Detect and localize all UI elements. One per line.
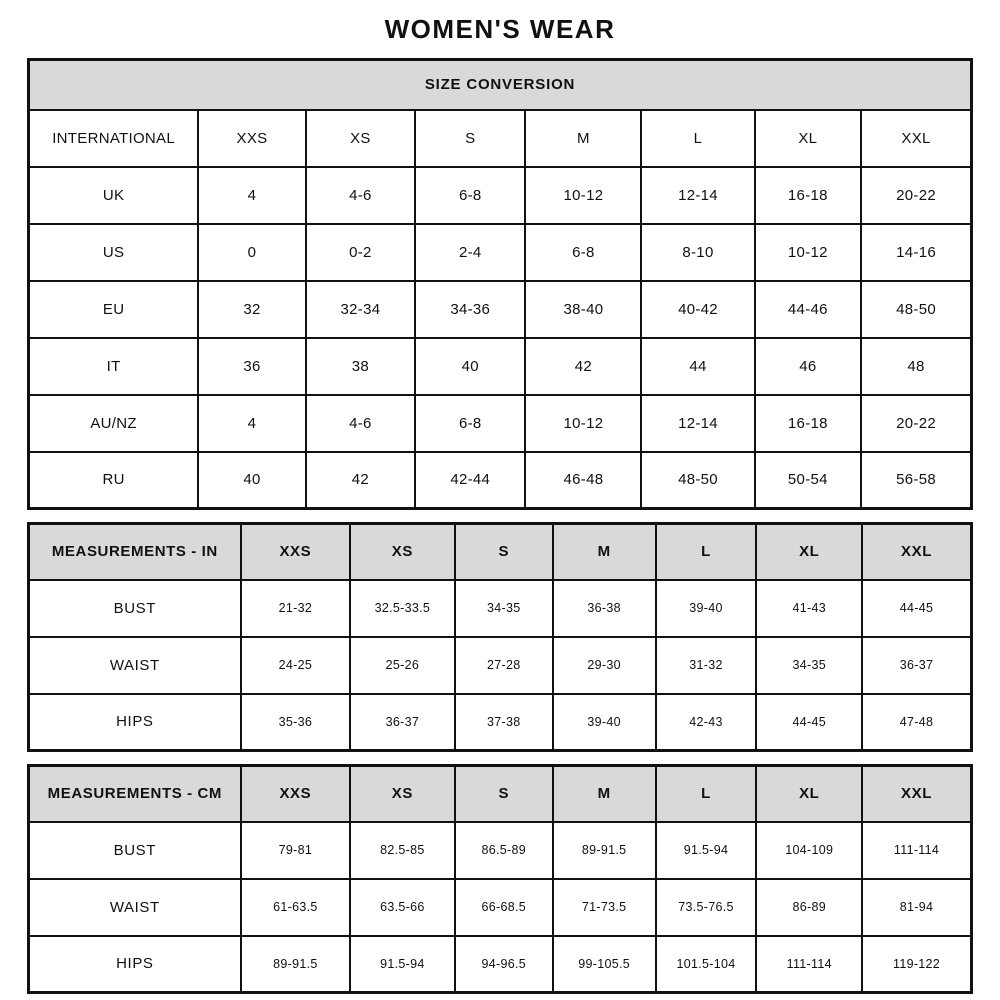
row-label: BUST: [29, 822, 241, 879]
size-column-header: M: [525, 110, 641, 167]
table-title: SIZE CONVERSION: [29, 60, 972, 110]
size-column-header: L: [641, 110, 754, 167]
value-cell: 44-46: [755, 281, 862, 338]
value-cell: 44-45: [756, 694, 862, 751]
value-cell: 44-45: [862, 580, 971, 637]
size-column-header: XS: [306, 110, 415, 167]
value-cell: 63.5-66: [350, 879, 455, 936]
value-cell: 73.5-76.5: [656, 879, 757, 936]
size-column-header: XXS: [241, 766, 350, 822]
value-cell: 47-48: [862, 694, 971, 751]
value-cell: 25-26: [350, 637, 455, 694]
value-cell: 21-32: [241, 580, 350, 637]
value-cell: 111-114: [756, 936, 862, 993]
value-cell: 79-81: [241, 822, 350, 879]
table-row: [29, 822, 972, 879]
value-cell: 34-35: [756, 637, 862, 694]
column-header-row: [29, 110, 972, 167]
value-cell: 48-50: [861, 281, 971, 338]
value-cell: 29-30: [553, 637, 656, 694]
value-cell: 27-28: [455, 637, 553, 694]
value-cell: 4-6: [306, 395, 415, 452]
measurements-cm-table: [27, 764, 973, 994]
value-cell: 36-37: [350, 694, 455, 751]
value-cell: 86.5-89: [455, 822, 553, 879]
column-header-row: [29, 524, 972, 580]
row-label: BUST: [29, 580, 241, 637]
value-cell: 61-63.5: [241, 879, 350, 936]
value-cell: 99-105.5: [553, 936, 656, 993]
row-label: US: [29, 224, 199, 281]
value-cell: 89-91.5: [241, 936, 350, 993]
value-cell: 42: [525, 338, 641, 395]
size-column-header: L: [656, 766, 757, 822]
value-cell: 39-40: [553, 694, 656, 751]
value-cell: 89-91.5: [553, 822, 656, 879]
value-cell: 41-43: [756, 580, 862, 637]
size-column-header: M: [553, 524, 656, 580]
size-column-header: XXS: [198, 110, 306, 167]
row-label: AU/NZ: [29, 395, 199, 452]
value-cell: 20-22: [861, 167, 971, 224]
row-label: UK: [29, 167, 199, 224]
row-label: EU: [29, 281, 199, 338]
value-cell: 44: [641, 338, 754, 395]
value-cell: 0-2: [306, 224, 415, 281]
value-cell: 42: [306, 452, 415, 509]
value-cell: 32.5-33.5: [350, 580, 455, 637]
size-column-header: XXL: [862, 766, 971, 822]
value-cell: 31-32: [656, 637, 757, 694]
value-cell: 34-36: [415, 281, 525, 338]
size-column-header: S: [415, 110, 525, 167]
value-cell: 39-40: [656, 580, 757, 637]
value-cell: 0: [198, 224, 306, 281]
corner-header-cell: INTERNATIONAL: [29, 110, 199, 167]
row-label: HIPS: [29, 694, 241, 751]
size-column-header: XXL: [862, 524, 971, 580]
value-cell: 4-6: [306, 167, 415, 224]
value-cell: 10-12: [525, 167, 641, 224]
value-cell: 104-109: [756, 822, 862, 879]
size-column-header: XL: [756, 766, 862, 822]
value-cell: 14-16: [861, 224, 971, 281]
value-cell: 46: [755, 338, 862, 395]
corner-header-cell: MEASUREMENTS - IN: [29, 524, 241, 580]
value-cell: 24-25: [241, 637, 350, 694]
size-column-header: XS: [350, 524, 455, 580]
size-column-header: XS: [350, 766, 455, 822]
size-conversion-table: [27, 58, 973, 510]
value-cell: 34-35: [455, 580, 553, 637]
value-cell: 38-40: [525, 281, 641, 338]
table-row: [29, 281, 972, 338]
table-row: [29, 637, 972, 694]
value-cell: 101.5-104: [656, 936, 757, 993]
size-column-header: XL: [756, 524, 862, 580]
size-column-header: XXL: [861, 110, 971, 167]
row-label: WAIST: [29, 637, 241, 694]
value-cell: 6-8: [415, 167, 525, 224]
value-cell: 35-36: [241, 694, 350, 751]
value-cell: 40-42: [641, 281, 754, 338]
row-label: WAIST: [29, 879, 241, 936]
table-row: [29, 224, 972, 281]
table-row: [29, 879, 972, 936]
row-label: RU: [29, 452, 199, 509]
value-cell: 82.5-85: [350, 822, 455, 879]
column-header-row: [29, 766, 972, 822]
value-cell: 40: [415, 338, 525, 395]
size-column-header: XXS: [241, 524, 350, 580]
value-cell: 91.5-94: [656, 822, 757, 879]
value-cell: 4: [198, 395, 306, 452]
measurements-in-table: [27, 522, 973, 752]
value-cell: 8-10: [641, 224, 754, 281]
table-row: [29, 338, 972, 395]
value-cell: 50-54: [755, 452, 862, 509]
value-cell: 36: [198, 338, 306, 395]
value-cell: 42-44: [415, 452, 525, 509]
value-cell: 10-12: [755, 224, 862, 281]
value-cell: 71-73.5: [553, 879, 656, 936]
page-title: WOMEN'S WEAR: [384, 14, 616, 44]
value-cell: 66-68.5: [455, 879, 553, 936]
value-cell: 6-8: [525, 224, 641, 281]
value-cell: 16-18: [755, 395, 862, 452]
value-cell: 38: [306, 338, 415, 395]
value-cell: 42-43: [656, 694, 757, 751]
size-column-header: S: [455, 766, 553, 822]
value-cell: 32-34: [306, 281, 415, 338]
value-cell: 48: [861, 338, 971, 395]
value-cell: 2-4: [415, 224, 525, 281]
value-cell: 32: [198, 281, 306, 338]
value-cell: 46-48: [525, 452, 641, 509]
value-cell: 94-96.5: [455, 936, 553, 993]
value-cell: 4: [198, 167, 306, 224]
table-title-row: [29, 60, 972, 110]
value-cell: 16-18: [755, 167, 862, 224]
value-cell: 37-38: [455, 694, 553, 751]
value-cell: 12-14: [641, 167, 754, 224]
value-cell: 119-122: [862, 936, 971, 993]
row-label: IT: [29, 338, 199, 395]
table-row: [29, 694, 972, 751]
row-label: HIPS: [29, 936, 241, 993]
table-row: [29, 167, 972, 224]
value-cell: 12-14: [641, 395, 754, 452]
value-cell: 10-12: [525, 395, 641, 452]
size-column-header: M: [553, 766, 656, 822]
value-cell: 111-114: [862, 822, 971, 879]
value-cell: 86-89: [756, 879, 862, 936]
corner-header-cell: MEASUREMENTS - CM: [29, 766, 241, 822]
value-cell: 56-58: [861, 452, 971, 509]
value-cell: 36-38: [553, 580, 656, 637]
table-row: [29, 936, 972, 993]
size-column-header: XL: [755, 110, 862, 167]
table-row: [29, 452, 972, 509]
value-cell: 6-8: [415, 395, 525, 452]
size-column-header: S: [455, 524, 553, 580]
size-column-header: L: [656, 524, 757, 580]
value-cell: 20-22: [861, 395, 971, 452]
value-cell: 40: [198, 452, 306, 509]
value-cell: 36-37: [862, 637, 971, 694]
value-cell: 81-94: [862, 879, 971, 936]
table-row: [29, 580, 972, 637]
table-row: [29, 395, 972, 452]
value-cell: 48-50: [641, 452, 754, 509]
value-cell: 91.5-94: [350, 936, 455, 993]
